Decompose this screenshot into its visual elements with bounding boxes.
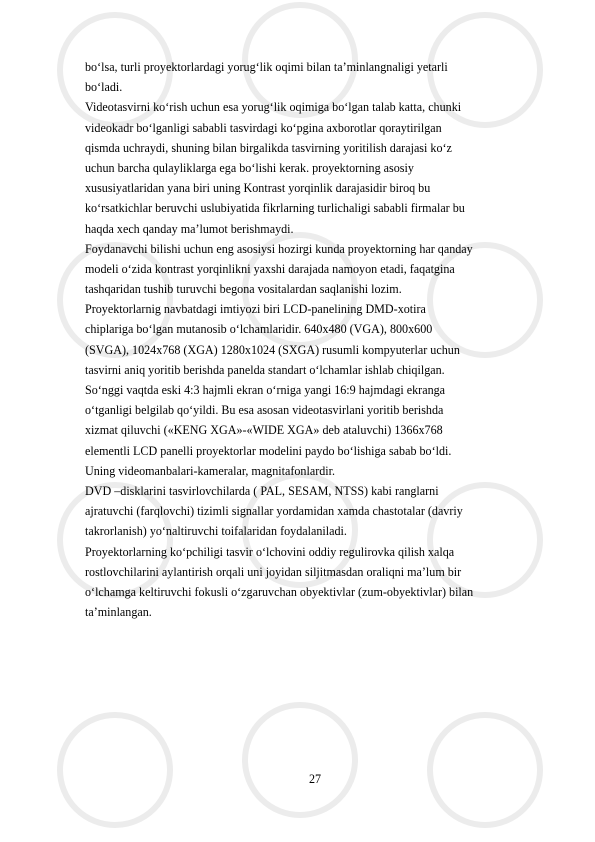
- document-body: [85, 57, 545, 622]
- text-line: ta’minlangan.: [85, 605, 152, 620]
- text-line: Proyektorlarning ko‘pchiligi tasvir o‘lchovini oddiy regulirovka qilish xalqa: [85, 544, 455, 559]
- text-line: tasvirni aniq yoritib berishda panelda standart o‘lchamlar ishlab chiqilgan.: [85, 362, 445, 377]
- text-line: modeli o‘zida kontrast yorqinlikni yaxshi darajada namoyon etadi, faqatgina: [85, 261, 455, 276]
- text-line: xususiyatlaridan yana biri uning Kontrast yorqinlik darajasidir biroq bu: [85, 181, 431, 196]
- text-line: haqda xech qanday ma’lumot berishmaydi.: [85, 221, 294, 236]
- text-line: Foydanavchi bilishi uchun eng asosiysi hozirgi kunda proyektorning har qanday: [85, 241, 473, 256]
- text-line: o‘lchamga keltiruvchi fokusli o‘zgaruvchan obyektivlar (zum-obyektivlar) bilan: [85, 584, 474, 599]
- text-line: uchun barcha qulayliklarga ega bo‘lishi kerak. proyektorning asosiy: [85, 160, 414, 175]
- text-line: Uning videomanbalari-kameralar, magnitafonlardir.: [85, 463, 336, 478]
- text-line: rostlovchilarini aylantirish orqali uni joyidan siljitmasdan oraliqni ma’lum bir: [85, 564, 462, 579]
- text-line: Proyektorlarnig navbatdagi imtiyozi biri LCD-panelining DMD-xotira: [85, 302, 426, 317]
- text-line: (SVGA), 1024x768 (XGA) 1280x1024 (SXGA) rusumli kompyuterlar uchun: [85, 342, 460, 357]
- text-line: bo‘ladi.: [85, 80, 123, 95]
- text-line: qismda uchraydi, shuning bilan birgalikda tasvirning yoritilish darajasi ko‘z: [85, 140, 452, 155]
- text-line: o‘tganligi belgilab qo‘yildi. Bu esa asosan videotasvirlani yoritib berishda: [85, 403, 444, 418]
- text-line: bo‘lsa, turli proyektorlardagi yorug‘lik oqimi bilan ta’minlangnaligi yetarli: [85, 60, 448, 74]
- page-number: 27: [308, 772, 322, 786]
- text-line: tashqaridan tushib turuvchi begona vositalardan saqlanishi lozim.: [85, 282, 402, 297]
- text-line: So‘nggi vaqtda eski 4:3 hajmli ekran o‘rniga yangi 16:9 hajmdagi ekranga: [85, 383, 446, 397]
- text-line: takrorlanish) yo‘naltiruvchi toifalaridan foydalaniladi.: [85, 524, 347, 539]
- text-line: DVD –disklarini tasvirlovchilarda ( PAL, SESAM, NTSS) kabi ranglarni: [85, 483, 439, 498]
- text-line: ajratuvchi (farqlovchi) tizimli signallar yordamidan xamda chastotalar (davriy: [85, 504, 463, 519]
- text-line: xizmat qiluvchi («KENG XGA»-«WIDE XGA» deb ataluvchi) 1366x768: [85, 423, 443, 438]
- text-line: elementli LCD panelli proyektorlar modelini paydo bo‘lishiga sabab bo‘ldi.: [85, 443, 452, 458]
- text-line: chiplariga bo‘lgan mutanosib o‘lchamlaridir. 640x480 (VGA), 800x600: [85, 322, 433, 337]
- text-line: videokadr bo‘lganligi sababli tasvirdagi ko‘pgina axborotlar qoraytirilgan: [85, 120, 442, 135]
- text-line: Videotasvirni ko‘rish uchun esa yorug‘lik oqimiga bo‘lgan talab katta, chunki: [85, 100, 462, 115]
- text-line: ko‘rsatkichlar beruvchi uslubiyatida fikrlarning turlichaligi sababli firmalar bu: [85, 201, 465, 216]
